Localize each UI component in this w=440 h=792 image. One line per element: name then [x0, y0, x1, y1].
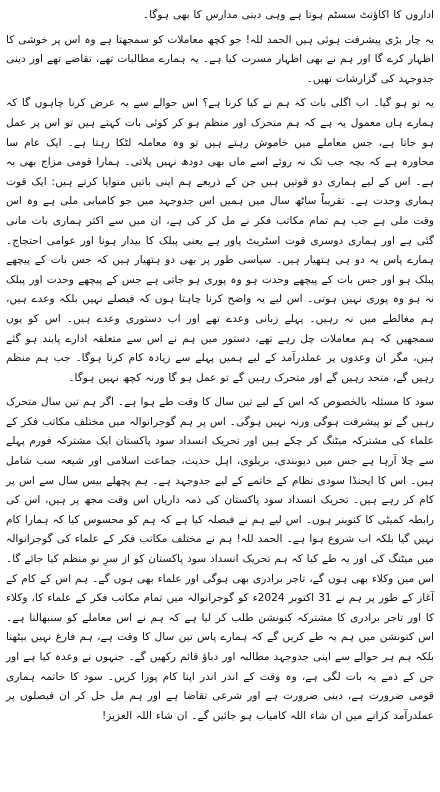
- article-paragraph-2: یہ چار بڑی پیشرفت ہوئی ہیں الحمد للہ! جو کچھ معاملات کو سمجھتا ہے وہ اس پر خوشی کا اظہار کرے گا اور ہم نے بھی اظہار مسرت کیا ہے۔ یہ ہمارے مطالبات تھے، تقاضے تھے اور دینی جدوجہد کی گزارشات تھیں۔: [6, 33, 434, 85]
- article-paragraph-4: سود کا مسئلہ بالخصوص کہ اس کے لیے تین سال کا وقت طے ہوا ہے۔ اگر ہم تین سال متحرک رہیں گے تو پیشرفت ہوگی ورنہ نہیں ہوگی۔ اس پر ہم گوجرانوالہ میں مختلف مکاتب فکر کے علماء کی مشترکہ میٹنگ کر چکے ہیں اور تحریک انسداد سود پاکستان ایک مشترکہ فورم پہلے سے چلا آرہا ہے جس میں دیوبندی، بریلوی، اہل حدیث، جماعت اسلامی اور شیعہ سب شامل ہیں۔ اس کا ایجنڈا سودی نظام کے خاتمے کے لیے جدوجہد ہے۔ ہم پچھلے بیس سال سے اس پر کام کر رہے ہیں۔ تحریک انسداد سود پاکستان کی ذمہ داریاں اس وقت مجھ پر ہیں، اس کی رابطہ کمیٹی کا کنوینر ہوں۔ اس لیے ہم نے فیصلہ کیا ہے کہ ہم کو محسوس کیا کہ ہمارا کام نہیں گیا بلکہ اب شروع ہوا ہے۔ الحمد للہ! ہم نے مختلف مکاتب فکر کے علماء کی گوجرانوالہ میں میٹنگ کی اور یہ طے کیا کہ ہم تحریک انسداد سود پاکستان کو از سرِ نو منظم کیا جائے گا۔ اس میں وکلاء بھی ہوں گے، تاجر برادری بھی ہوگی اور علماء بھی ہوں گے۔ ہم اس کے کام کے آغاز کے طور پر ہم نے 31 اکتوبر 2024ء کو گوجرانوالہ میں تمام مکاتب فکر کے علماء کا، وکلاء کا اور تاجر برادری کا مشترکہ کنونشن طلب کر لیا ہے کہ ہم نے اس معاملے کو سنبھالنا ہے۔ اس کنونشن میں ہم یہ طے کریں گے کہ ہمارے پاس تین سال کا وقت ہے، ہم فارغ نہیں بیٹھنا بلکہ ہم ہر حوالے سے اپنی جدوجہد مطالبہ اور دباؤ قائم رکھیں گے۔ جنہوں نے وعدہ کیا ہے اور جن کے ذمے یہ بات لگی ہے، وہ وقت کے اندر اندر اپنا کام پورا کریں۔ سود کا خاتمہ ہماری قومی ضرورت ہے، دینی ضرورت ہے اور شرعی تقاضا ہے اور ہم مل جل کر ان فیصلوں پر عملدرآمد کرانے میں ان شاء اللہ کامیاب ہو جائیں گے۔ ان شاء اللہ العزیز!: [6, 396, 434, 722]
- article-paragraph-3: یہ تو ہو گیا۔ اب اگلی بات کہ ہم نے کیا کرنا ہے؟ اس حوالے سے یہ عرض کرنا چاہوں گا کہ ہمارے ہاں معمول یہ ہے کہ ہم متحرک اور منظم ہو کر کوئی بات کہتے ہیں تو اس پر عمل ہو جاتا ہے، جس معاملے میں خاموش رہتے ہیں تو وہ معاملہ لٹکا رہتا ہے۔ ایک عام سا محاورہ ہے کہ بچہ جب تک نہ روئے اسے ماں بھی دودھ نہیں پلاتی۔ ہمارا قومی مزاج بھی یہ ہے۔ اس کے لیے ہماری دو قوتیں ہیں جن کے ذریعے ہم اپنی باتیں منوایا کرتے ہیں: ایک قوت ہماری وحدت ہے۔ تقریباً ساٹھ سال میں ہمیں اس جدوجہد میں جو کامیابی ملی ہے وہ اس وقت ملی ہے جب ہم تمام مکاتب فکر نے مل کر کی ہے، ان میں سے اکثر ہماری بات مانی گئی ہے اور ہماری دوسری قوت اسٹریٹ پاور ہے یعنی پبلک کا بیدار ہونا اور عوامی احتجاج۔ ہمارے پاس یہ دو ہی ہتھیار ہیں۔ سیاسی طور پر بھی دو ہتھیار ہیں کہ جس بات کے پیچھے پبلک ہو اور جس بات کے پیچھے وحدت ہو وہ پوری ہو جاتی ہے جس کے پیچھے وحدت اور پبلک نہ ہو وہ پوری نہیں ہوتی۔ اس لیے یہ واضح کرنا چاہتا ہوں کہ فیصلے نہیں بلکہ وعدے ہیں، ہم مغالطے میں نہ رہیں۔ پہلے زبانی وعدے تھے اور اب دستوری وعدے ہیں۔ اس کو یوں سمجھیں کہ ہم معاملات چل رہے تھے، دستور میں ہم نے اس سے متعلقہ ادارے پابند ہو گئے ہیں، مگر ان وعدوں پر عملدرآمد کے لیے ہمیں پہلے سے زیادہ کام کرنا ہوگا۔ جب ہم منظم رہیں گے، متحد رہیں گے اور متحرک رہیں گے تو عمل ہو گا ورنہ کچھ نہیں ہوگا۔: [6, 97, 434, 384]
- article-paragraph-1: اداروں کا اکاؤنٹ سسٹم ہوتا ہے وہی دینی مدارس کا بھی ہوگا۔: [142, 9, 434, 21]
